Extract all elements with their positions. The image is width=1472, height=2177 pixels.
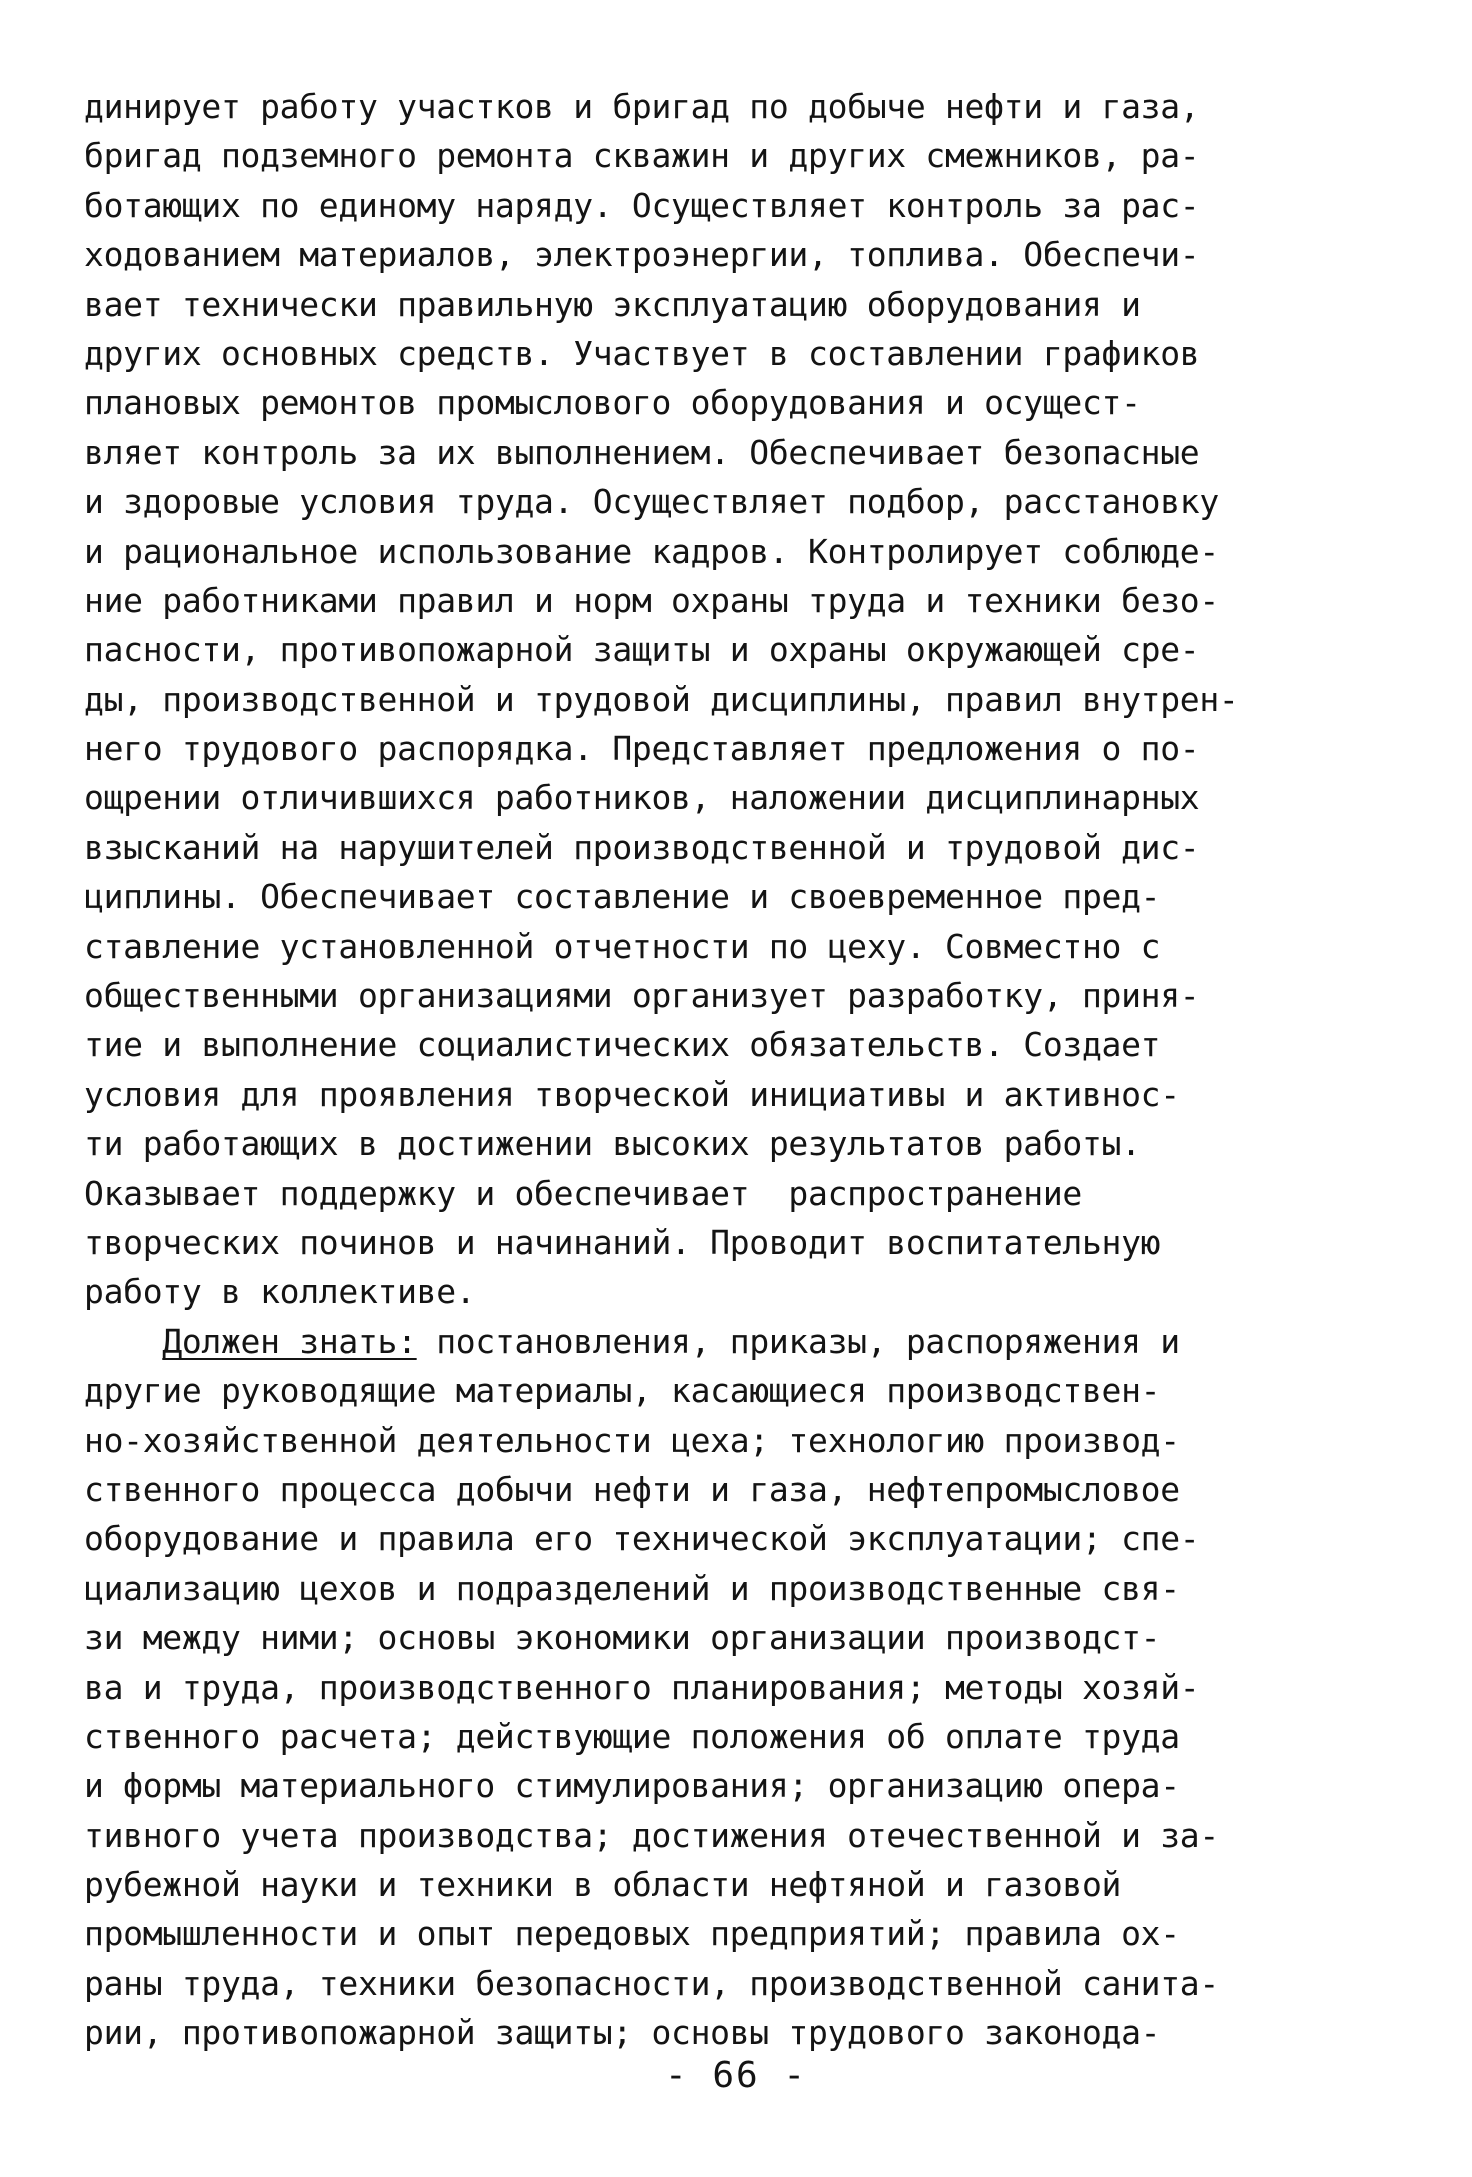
text-line: ходованием материалов, электроэнергии, топлива. Обеспечи- [84,235,1200,275]
text-line: бригад подземного ремонта скважин и других смежников, ра- [84,136,1200,176]
text-line: тивного учета производства; достижения отечественной и за- [84,1815,1219,1855]
section-heading: Должен знать: [162,1321,417,1361]
text-line: и формы материального стимулирования; организацию опера- [84,1766,1180,1806]
text-line: взысканий на нарушителей производственной и трудовой дис- [84,827,1200,867]
text-line: тие и выполнение социалистических обязательств. Создает [84,1025,1161,1065]
section-first-line [84,1317,1424,1366]
page-number: - 66 - [664,2055,808,2096]
text-line: ние работниками правил и норм охраны труда и техники безо- [84,580,1219,620]
text-line: динирует работу участков и бригад по добыче нефти и газа, [84,87,1200,126]
text-line: ощрении отличившихся работников, наложении дисциплинарных [84,778,1200,818]
text-line: ственного расчета; действующие положения об оплате труда [84,1716,1180,1756]
section-first-line-text: постановления, приказы, распоряжения и [416,1321,1180,1361]
text-line: рии, противопожарной защиты; основы трудового законода- [84,2013,1161,2053]
text-line: зи между ними; основы экономики организации производст- [84,1618,1161,1658]
text-line: него трудового распорядка. Представляет предложения о по- [84,729,1200,769]
text-line: и рациональное использование кадров. Контролирует соблюде- [84,531,1219,571]
text-line: другие руководящие материалы, касающиеся производствен- [84,1371,1161,1411]
text-line: общественными организациями организует разработку, приня- [84,976,1200,1016]
text-line: других основных средств. Участвует в составлении графиков [84,333,1200,373]
text-line: рубежной науки и техники в области нефтяной и газовой [84,1865,1122,1905]
text-line: циализацию цехов и подразделений и производственные свя- [84,1568,1180,1608]
body-text [84,82,1424,2058]
text-line: оборудование и правила его технической эксплуатации; спе- [84,1519,1200,1559]
text-line: Оказывает поддержку и обеспечивает распространение [84,1173,1082,1213]
text-line: промышленности и опыт передовых предприятий; правила ох- [84,1914,1180,1954]
text-line: ды, производственной и трудовой дисциплины, правил внутрен- [84,679,1239,719]
text-line: условия для проявления творческой инициативы и активнос- [84,1074,1180,1114]
text-line: пасности, противопожарной защиты и охраны окружающей сре- [84,630,1200,670]
text-line: ти работающих в достижении высоких результатов работы. [84,1124,1141,1164]
text-line: циплины. Обеспечивает составление и своевременное пред- [84,877,1161,917]
text-line: работу в коллективе. [84,1272,476,1312]
text-line: вляет контроль за их выполнением. Обеспечивает безопасные [84,432,1200,472]
text-line: творческих починов и начинаний. Проводит воспитательную [84,1222,1161,1262]
text-line: и здоровые условия труда. Осуществляет подбор, расстановку [84,482,1219,522]
text-line: плановых ремонтов промыслового оборудования и осущест- [84,383,1141,423]
text-line: вает технически правильную эксплуатацию оборудования и [84,284,1141,324]
text-line: ва и труда, производственного планирования; методы хозяй- [84,1667,1200,1707]
text-line: ственного процесса добычи нефти и газа, нефтепромысловое [84,1469,1180,1509]
text-line: раны труда, техники безопасности, производственной санита- [84,1963,1219,2003]
text-line: ботающих по единому наряду. Осуществляет контроль за рас- [84,185,1200,225]
text-line: ставление установленной отчетности по цеху. Совместно с [84,926,1161,966]
text-line: но-хозяйственной деятельности цеха; технологию производ- [84,1420,1180,1460]
